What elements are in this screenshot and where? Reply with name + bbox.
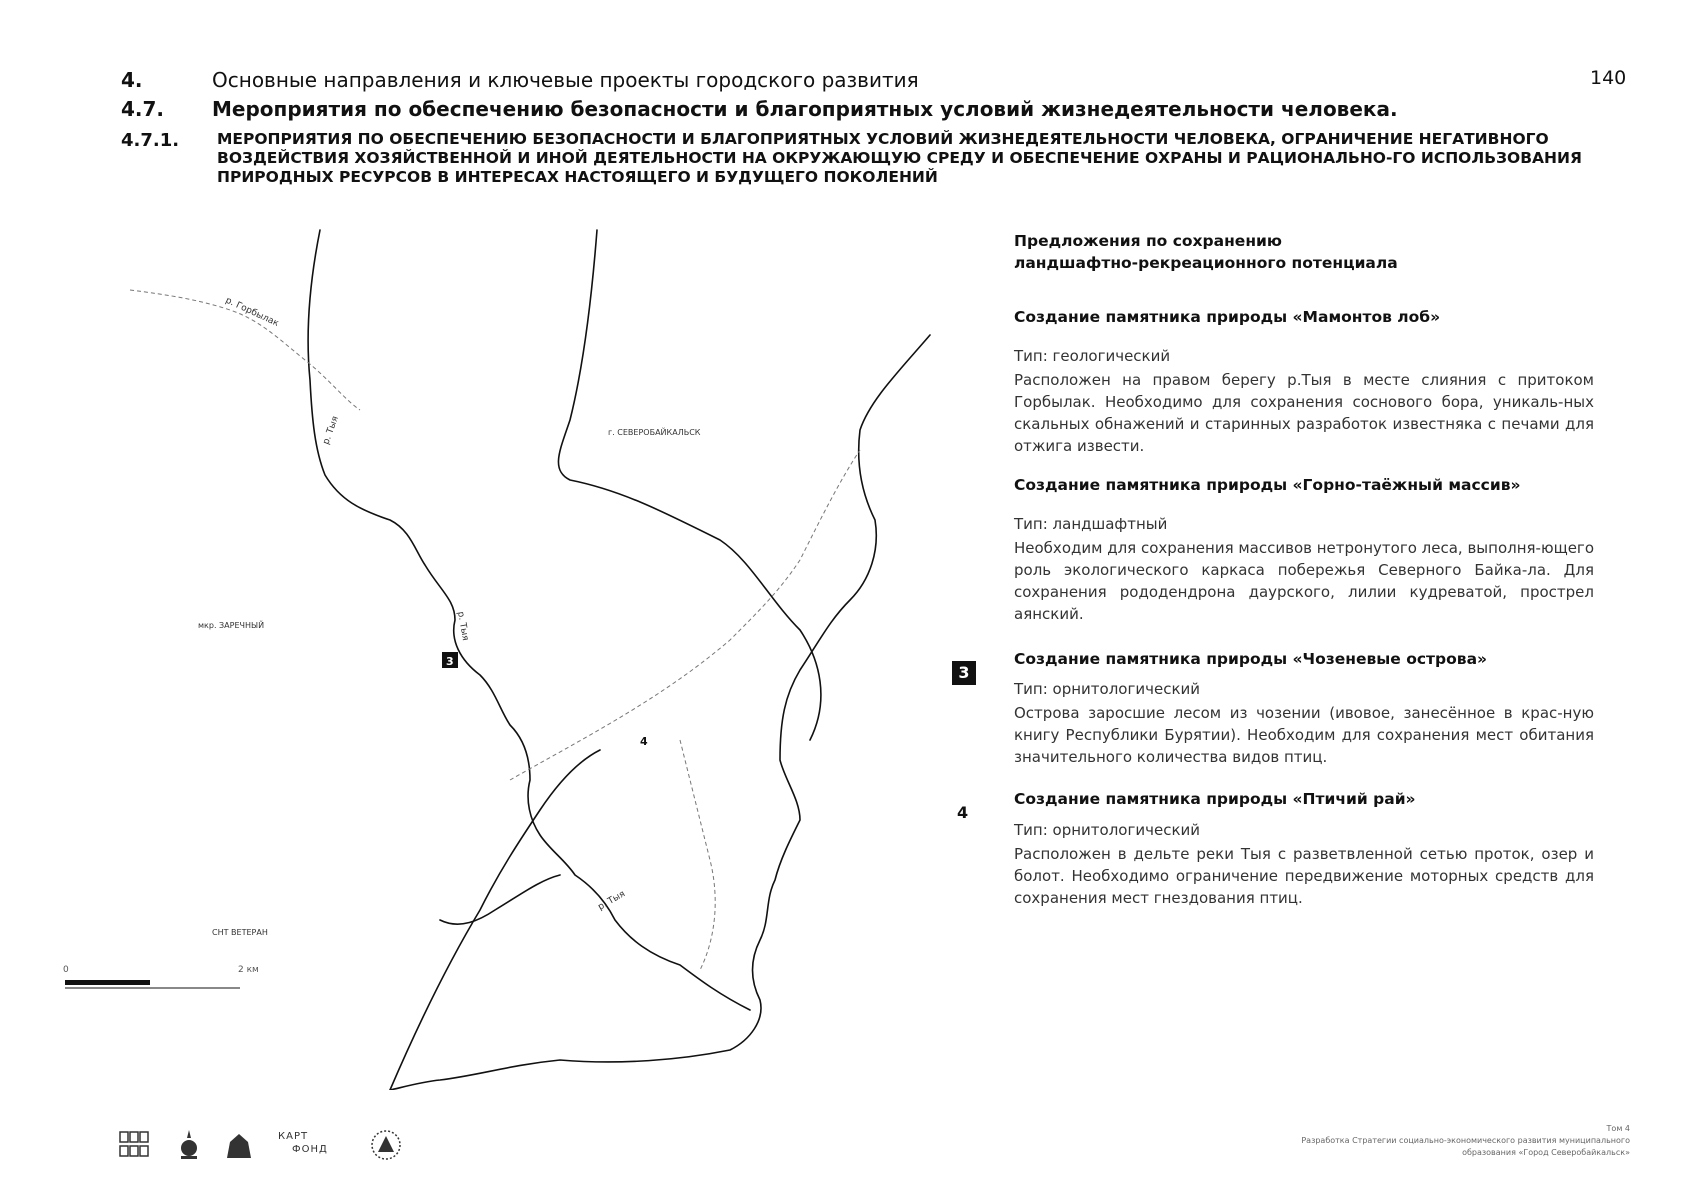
river-bank [440,875,560,924]
dom-rf-logo-icon [118,1130,152,1160]
map-label-tyya-2: р. Тыя [455,610,471,642]
footer-info-line-2: Разработка Стратегии социально-экономического развития муниципального [1301,1136,1630,1145]
kartfond-logo-line-1: КАРТ [278,1131,309,1142]
map-label-gorbylak: р. Горбылак [223,295,281,330]
item-4-title: Создание памятника природы «Птичий рай» [1014,790,1416,808]
section-title: Мероприятия по обеспечению безопасности и благоприятных условий жизнедеятельности человека. [212,97,1398,121]
map-label-veteran: СНТ ВЕТЕРАН [212,928,268,937]
trail [680,740,715,970]
section-number: 4.7. [121,97,165,121]
kartfond-logo-line-2: ФОНД [292,1144,328,1155]
panel-title-line-1: Предложения по сохранению [1014,232,1282,250]
item-3-marker: 3 [952,661,976,685]
item-1-title: Создание памятника природы «Мамонтов лоб» [1014,308,1441,326]
scale-bar-filled [65,980,150,985]
footer-info [1100,1123,1630,1159]
item-4-marker: 4 [957,803,969,822]
boundary-line [510,450,860,780]
river-tyya [308,230,750,1010]
item-3-type: Тип: орнитологический [1014,680,1200,698]
item-3-desc: Острова заросшие лесом из чозении (ивовое, занесённое в крас-ную книгу Республики Бурятии). Необходим для сохранения мест обитания значительного количества видов птиц. [1014,704,1594,766]
footer-info-line-1: Том 4 [1606,1124,1630,1133]
map-label-tyya-1: р. Тыя [321,414,341,447]
crest-logo-icon [224,1130,254,1160]
item-1-desc: Расположен на правом берегу р.Тыя в месте слияния с притоком Горбылак. Необходимо для сохранения соснового бора, уникаль-ных скальных обнажений и старинных разработок известняка с печами для отжига извести. [1014,371,1594,455]
scale-zero: 0 [63,965,69,975]
emblem-logo-icon [178,1128,200,1160]
map-marker-3: 3 [446,655,454,668]
map-label-city: г. СЕВЕРОБАЙКАЛЬСК [608,428,701,437]
item-2-title: Создание памятника природы «Горно-таёжный массив» [1014,476,1521,494]
chapter-number: 4. [121,68,143,92]
footer-info-line-3: образования «Город Северобайкальск» [1462,1148,1630,1157]
subsection-title: МЕРОПРИЯТИЯ ПО ОБЕСПЕЧЕНИЮ БЕЗОПАСНОСТИ И БЛАГОПРИЯТНЫХ УСЛОВИЙ ЖИЗНЕДЕЯТЕЛЬНОСТИ ЧЕЛОВЕКА, ОГРАНИЧЕНИЕ НЕГАТИВНОГО ВОЗДЕЙСТВИЯ ХОЗЯЙСТВЕННОЙ И ИНОЙ ДЕЯТЕЛЬНОСТИ НА ОКРУЖАЮЩУЮ СРЕДУ И ОБЕСПЕЧЕНИЕ ОХРАНЫ И РАЦИОНАЛЬНО-ГО ИСПОЛЬЗОВАНИЯ ПРИРОДНЫХ РЕСУРСОВ В ИНТЕРЕСАХ НАСТОЯЩЕГО И БУДУЩЕГО ПОКОЛЕНИЙ [217,130,1582,186]
road [558,230,820,740]
baikal-coastline [390,335,930,1090]
landscape-map [60,220,950,1090]
map-label-zarechny: мкр. ЗАРЕЧНЫЙ [198,621,265,630]
panel-title [1014,230,1398,274]
chapter-title: Основные направления и ключевые проекты городского развития [212,68,919,92]
panel-title-line-2: ландшафтно-рекреационного потенциала [1014,254,1398,272]
item-4-desc: Расположен в дельте реки Тыя с разветвленной сетью проток, озер и болот. Необходимо ограничение передвижение моторных средств для сохранения мест гнездования птиц. [1014,845,1594,907]
highway [390,750,600,1090]
item-1-type: Тип: геологический [1014,347,1171,365]
map-label-tyya-3: р. Тыя [596,889,628,913]
page-number: 140 [1590,67,1627,89]
city-emblem-icon [370,1128,402,1162]
item-4-type: Тип: орнитологический [1014,821,1200,839]
item-2-type: Тип: ландшафтный [1014,515,1168,533]
map-marker-4: 4 [640,735,648,748]
subsection-number: 4.7.1. [121,130,180,151]
item-3-title: Создание памятника природы «Чозеневые острова» [1014,650,1488,668]
kartfond-logo [278,1130,328,1156]
scale-end: 2 км [238,965,259,975]
item-2-desc: Необходим для сохранения массивов нетронутого леса, выполня-ющего роль экологического каркаса побережья Северного Байка-ла. Для сохранения рододендрона даурского, лилии кудреватой, прострел аянский. [1014,539,1594,623]
